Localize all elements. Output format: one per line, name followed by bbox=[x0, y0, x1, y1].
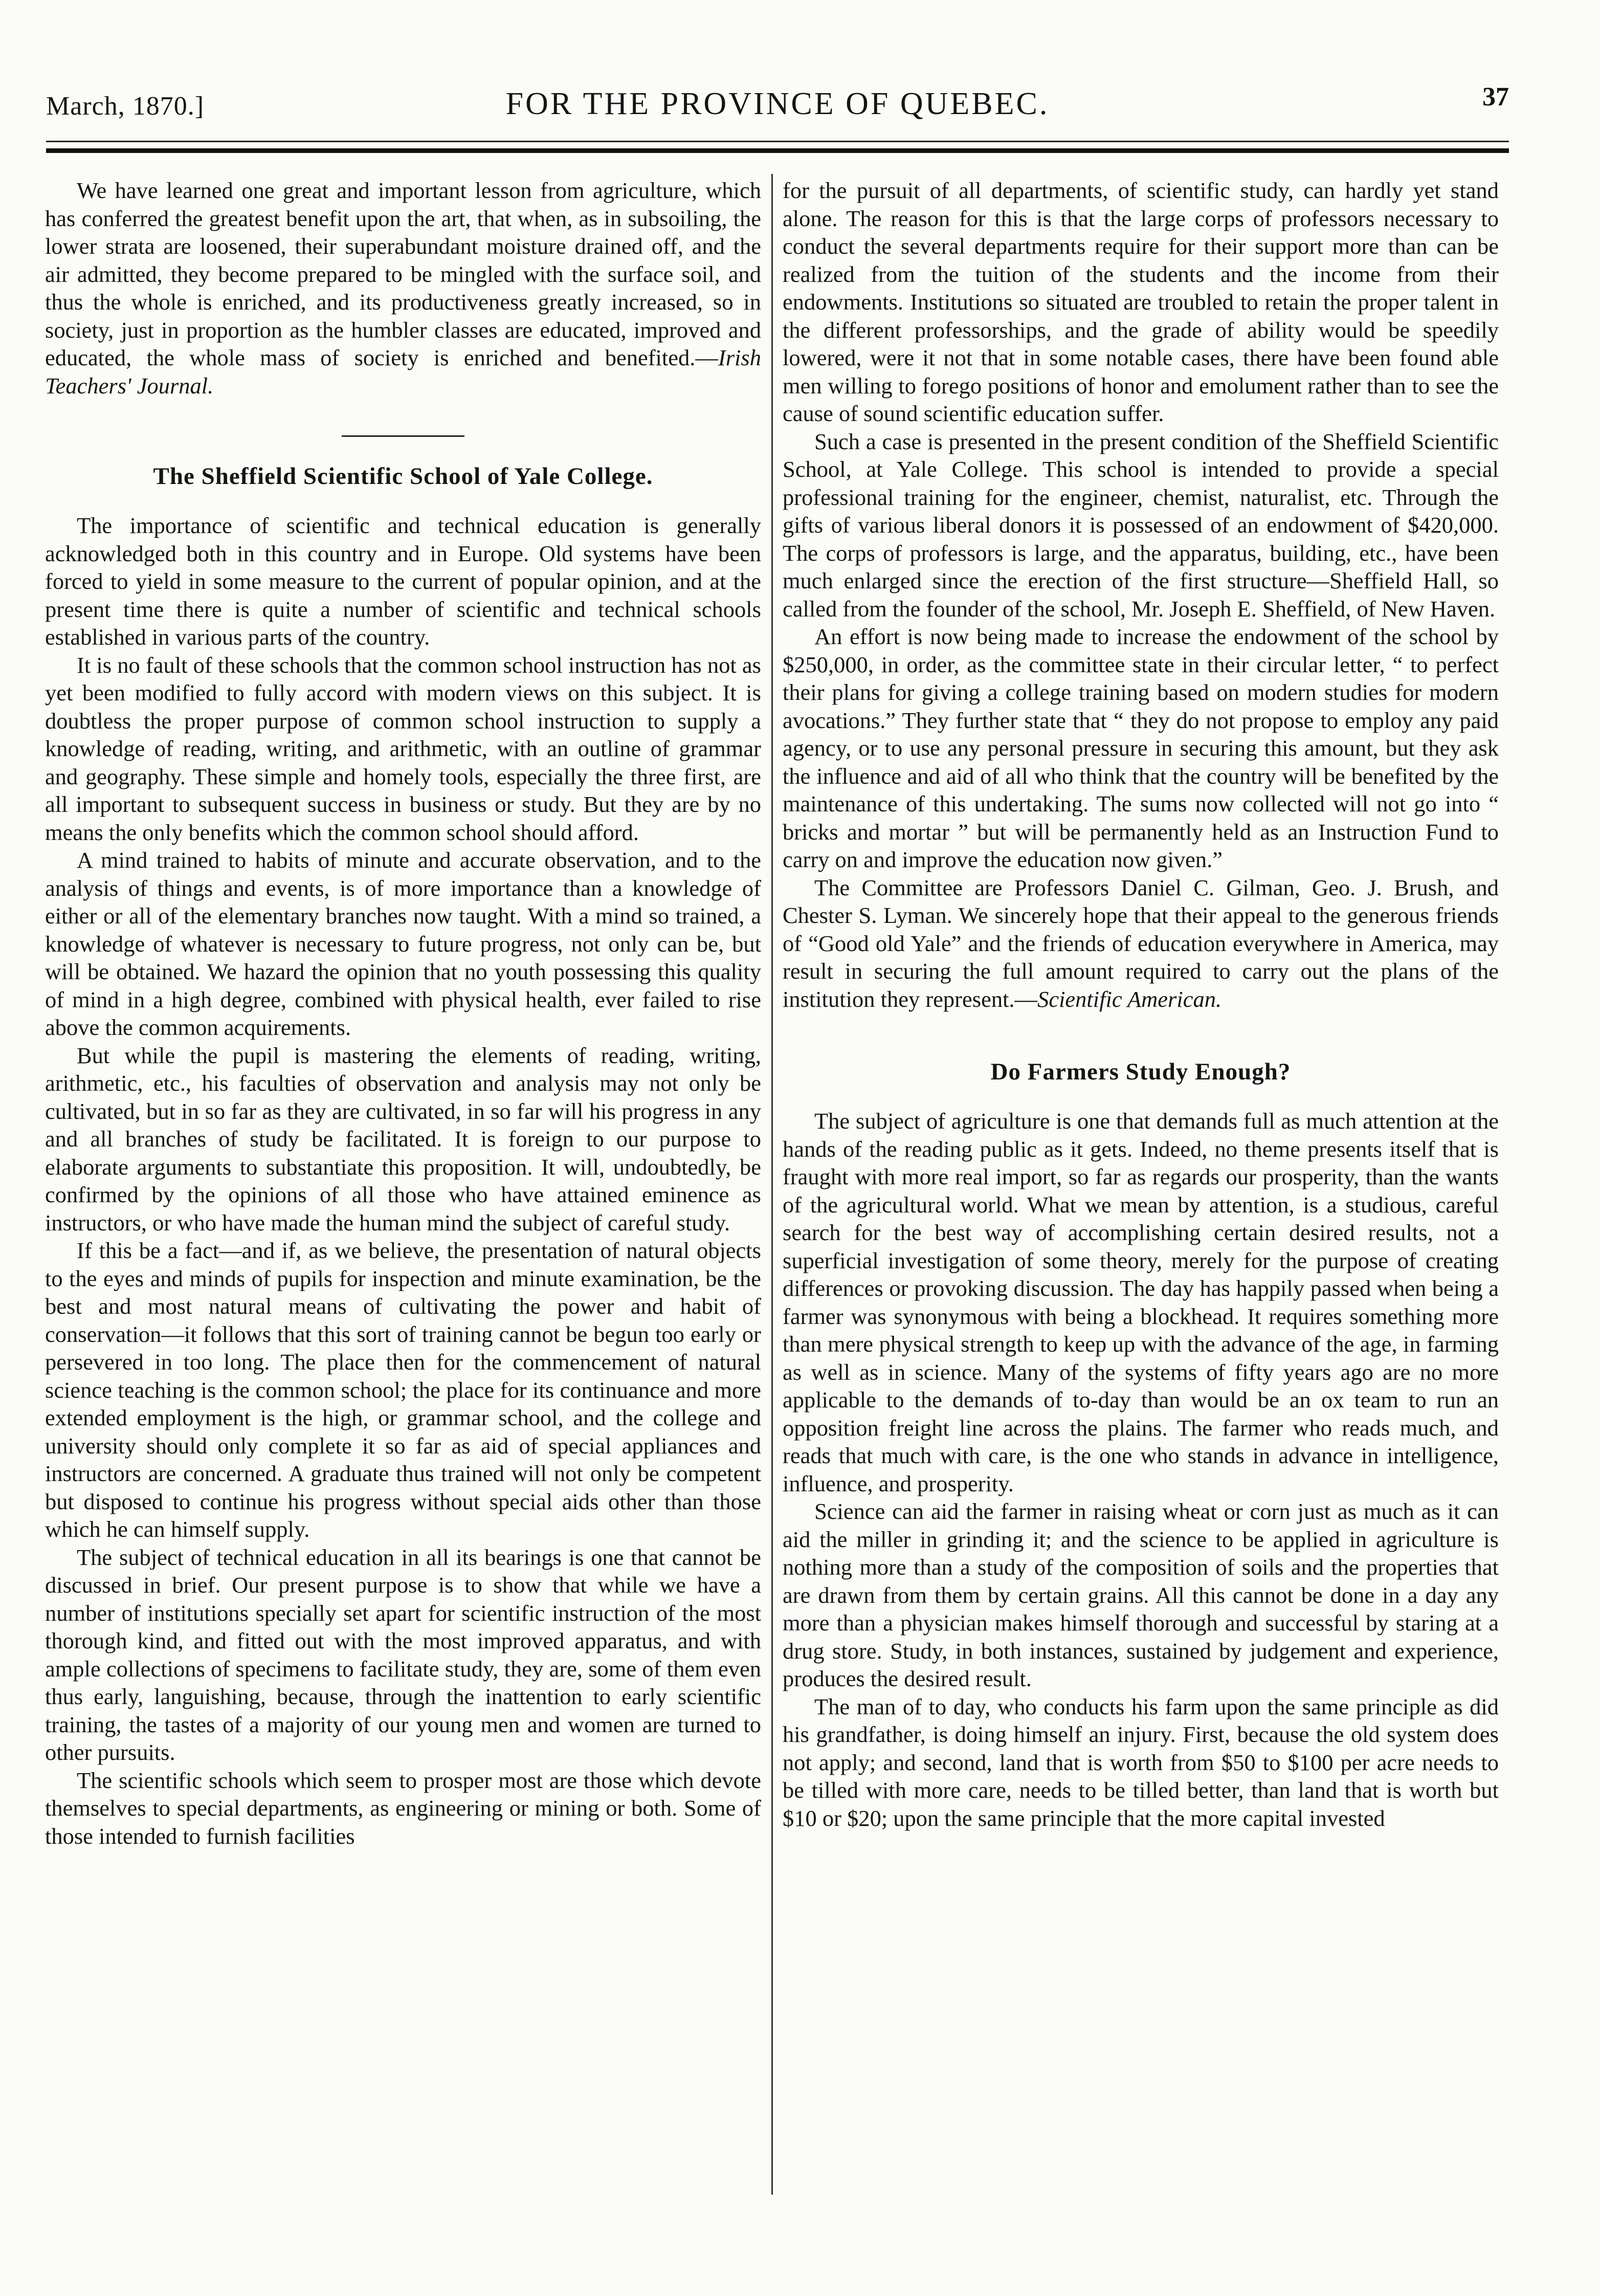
article-paragraph: for the pursuit of all departments, of scientific study, can hardly yet stand alone. The reason for this is that the large corps of professors necessary to conduct the several departments require for their support more than can be realized from the tuition of the students and the income from their endowments. Institutions so situated are troubled to retain the proper talent in the different professorships, and the grade of ability would be speedily lowered, were it not that in some notable cases, there have been found able men willing to forego positions of honor and emolument rather than to see the cause of sound scientific education suffer. bbox=[783, 178, 1499, 426]
page-number: 37 bbox=[1482, 82, 1509, 112]
journal-title: FOR THE PROVINCE OF QUEBEC. bbox=[505, 86, 1050, 121]
article-paragraph: Science can aid the farmer in raising wheat or corn just as much as it can aid the miller in grinding it; and the science to be applied in agriculture is nothing more than a study of the composition of soils and the properties that are drawn from them by certain grains. All this cannot be done in a day any more than a physician makes himself thorough and successful by staring at a drug store. Study, in both instances, sustained by judgement and experience, produces the desired result. bbox=[783, 1498, 1499, 1691]
committee-paragraph bbox=[783, 874, 1499, 1013]
intro-source: Irish Teachers' Journal. bbox=[45, 345, 761, 399]
article-title-farmers: Do Farmers Study Enough? bbox=[990, 1058, 1291, 1085]
committee-source: Scientific American. bbox=[1037, 986, 1222, 1012]
intro-text: We have learned one great and important lesson from agriculture, which has conferred the greatest benefit upon the art, that when, as in subsoiling, the lower strata are loosened, their superabundant moisture drained off, and the air admitted, they become prepared to be mingled with the surface soil, and thus the whole is enriched, and its productiveness greatly increased, so in society, just in proportion as the humbler classes are educated, improved and educated, the whole mass of society is enriched and benefited.— bbox=[45, 178, 761, 370]
article-paragraph: But while the pupil is mastering the elements of reading, writing, arithmetic, etc., his faculties of observation and analysis may not only be cultivated, but in so far as they are cultivated, in so far will his progress in any and all branches of study be facilitated. It is foreign to our purpose to elaborate arguments to substantiate this proposition. It will, undoubtedly, be confirmed by the opinions of all those who have attained eminence as instructors, or who have made the human mind the subject of careful study. bbox=[45, 1042, 761, 1235]
article-paragraph: Such a case is presented in the present condition of the Sheffield Scientific School, at Yale College. This school is intended to provide a special professional training for the engineer, chemist, naturalist, etc. Through the gifts of various liberal donors it is possessed of an endowment of $420,000. The corps of professors is large, and the apparatus, building, etc., have been much enlarged since the erection of the first structure—Sheffield Hall, so called from the founder of the school, Mr. Joseph E. Sheffield, of New Haven. bbox=[783, 428, 1499, 622]
article-paragraph: If this be a fact—and if, as we believe, the presentation of natural objects to the eyes and minds of pupils for inspection and minute examination, be the best and most natural means of cultivating the power and habit of conservation—it follows that this sort of training cannot be begun too early or persevered in too long. The place then for the commencement of natural science teaching is the common school; the place for its continuance and more extended employment is the high, or grammar school, and the college and university should only complete it so far as aid of special appliances and instructors are concerned. A graduate thus trained will not only be competent but disposed to continue his progress without special aids other than those which he can himself supply. bbox=[45, 1238, 761, 1542]
article-paragraph: A mind trained to habits of minute and accurate observation, and to the analysis of things and events, is of more importance than a knowledge of either or all of the elementary branches now taught. With a mind so trained, a knowledge of whatever is necessary to future progress, not only can be, but will be obtained. We hazard the opinion that no youth possessing this quality of mind in a high degree, combined with physical health, ever failed to rise above the common acquirements. bbox=[45, 847, 761, 1040]
article-paragraph: It is no fault of these schools that the common school instruction has not as yet been modified to fully accord with modern views on this subject. It is doubtless the proper purpose of common school instruction to supply a knowledge of reading, writing, and arithmetic, with an outline of grammar and geography. These simple and homely tools, especially the three first, are all important to subsequent success in business or study. But they are by no means the only benefits which the common school should afford. bbox=[45, 652, 761, 845]
intro-paragraph bbox=[45, 176, 761, 400]
right-column bbox=[783, 176, 1499, 1832]
issue-date: March, 1870.] bbox=[46, 92, 205, 121]
header-rule-thick bbox=[46, 148, 1509, 153]
article-paragraph: The importance of scientific and technical education is generally acknowledged both in this country and in Europe. Old systems have been forced to yield in some measure to the current of popular opinion, and at the present time there is quite a number of scientific and technical schools established in various parts of the country. bbox=[45, 513, 761, 650]
article-separator-rule bbox=[342, 435, 464, 437]
left-column bbox=[45, 176, 761, 1850]
header-rule-thin bbox=[46, 141, 1509, 142]
column-divider bbox=[771, 174, 773, 2195]
article-paragraph: The subject of technical education in all its bearings is one that cannot be discussed in brief. Our present purpose is to show that while we have a number of institutions specially set apart for scientific instruction of the most thorough kind, and fitted out with the most improved apparatus, and with ample collections of specimens to facilitate study, they are, some of them even thus early, languishing, because, through the inattention to early scientific training, the tastes of a majority of our young men and women are turned to other pursuits. bbox=[45, 1544, 761, 1765]
article-paragraph: The man of to day, who conducts his farm upon the same principle as did his grandfather, is doing himself an injury. First, because the old system does not apply; and second, land that is worth from $50 to $100 per acre needs to be tilled with more care, needs to be tilled better, than land that is worth but $10 or $20; upon the same principle that the more capital invested bbox=[783, 1693, 1499, 1831]
article-paragraph: The subject of agriculture is one that demands full as much attention at the hands of the reading public as it gets. Indeed, no theme presents itself that is fraught with more real import, so far as regards our prosperity, than the wants of the agricultural world. What we mean by attention, is a studious, careful search for the best way of accomplishing certain desired results, not a superficial investigation of some theory, merely for the purpose of creating differences or provoking discussion. The day has happily passed when being a farmer was synonymous with being a blockhead. It requires something more than mere physical strength to keep up with the advance of the age, in farming as well as in science. Many of the systems of fifty years ago are no more applicable to the demands of to-day than would be an ox team to run an opposition freight line across the plains. The farmer who reads much, and reads that much with care, is the one who stands in advance in intelligence, influence, and prosperity. bbox=[783, 1108, 1499, 1496]
committee-text: The Committee are Professors Daniel C. Gilman, Geo. J. Brush, and Chester S. Lyman. We sincerely hope that their appeal to the generous friends of “Good old Yale” and the friends of education everywhere in America, may result in securing the full amount required to carry out the plans of the institution they represent.— bbox=[783, 874, 1499, 1012]
article-paragraph: The scientific schools which seem to prosper most are those which devote themselves to special departments, as engineering or mining or both. Some of those intended to furnish facilities bbox=[45, 1767, 761, 1849]
article-title-sheffield: The Sheffield Scientific School of Yale College. bbox=[153, 463, 653, 490]
running-head bbox=[46, 82, 1509, 133]
article-paragraph: An effort is now being made to increase the endowment of the school by $250,000, in order, as the committee state in their circular letter, “ to perfect their plans for giving a college training based on modern studies for modern avocations.” They further state that “ they do not propose to employ any paid agency, or to use any personal pressure in securing this amount, but they ask the influence and aid of all who think that the country will be benefited by the maintenance of this undertaking. The sums now collected will not go into “ bricks and mortar ” but will be permanently held as an Instruction Fund to carry on and improve the education now given.” bbox=[783, 624, 1499, 872]
